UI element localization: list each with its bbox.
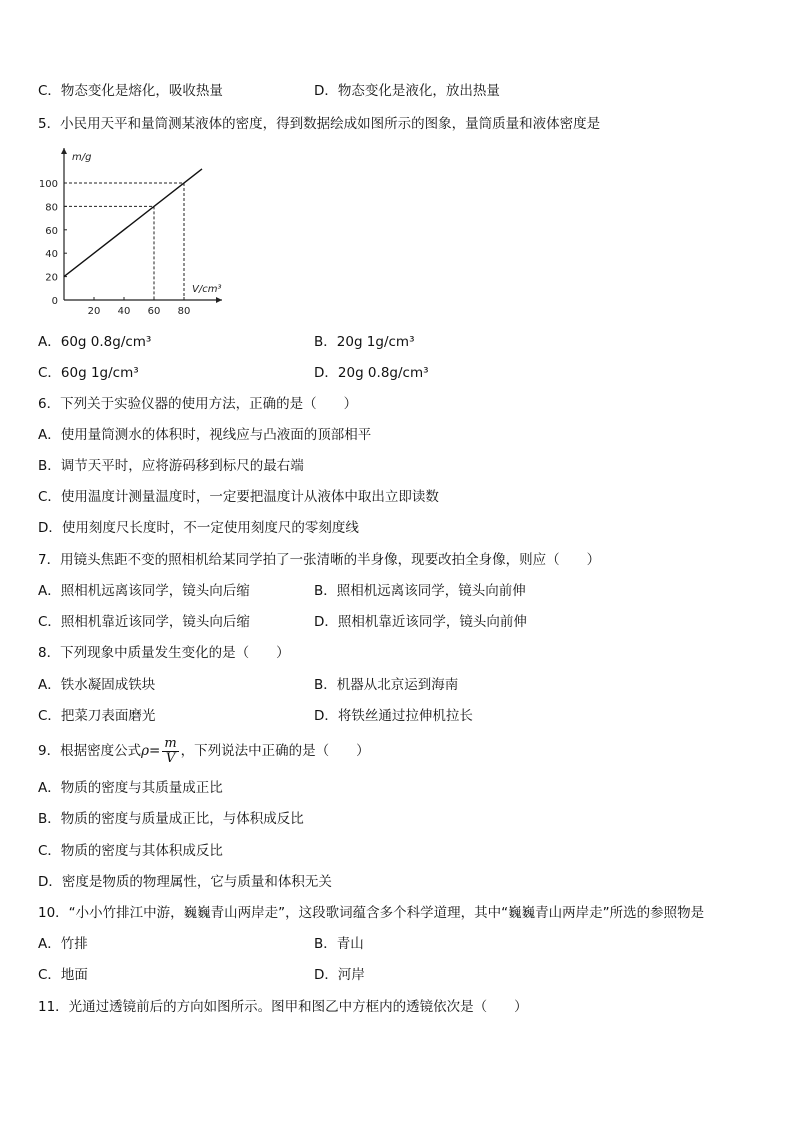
- q9-fraction-denominator: V: [165, 750, 176, 766]
- q8-option-a: A．铁水凝固成铁块: [38, 677, 156, 693]
- q7-option-c: C．照相机靠近该同学，镜头向后缩: [38, 614, 250, 630]
- q8-option-d: D．将铁丝通过拉伸机拉长: [314, 708, 473, 724]
- q6-option-a: A．使用量筒测水的体积时，视线应与凸液面的顶部相平: [38, 427, 372, 443]
- q11-stem: 11．光通过透镜前后的方向如图所示。图甲和图乙中方框内的透镜依次是（ ）: [38, 999, 528, 1015]
- q6-option-c: C．使用温度计测量温度时，一定要把温度计从液体中取出立即读数: [38, 489, 439, 505]
- q7-option-b: B．照相机远离该同学，镜头向前伸: [314, 583, 526, 599]
- y-tick-label: 40: [45, 249, 58, 261]
- q8-option-b: B．机器从北京运到海南: [314, 677, 459, 693]
- q10-option-b: B．青山: [314, 936, 364, 952]
- q10-option-d: D．河岸: [314, 967, 365, 983]
- q6-option-d: D．使用刻度尺长度时，不一定使用刻度尺的零刻度线: [38, 520, 359, 536]
- q9-option-d: D．密度是物质的物理属性，它与质量和体积无关: [38, 874, 332, 890]
- y-axis-label: m/g: [72, 152, 92, 163]
- y-tick-label: 100: [38, 179, 58, 190]
- x-axis-label: V/cm³: [192, 284, 222, 295]
- y-axis-arrow: [61, 148, 67, 154]
- q9-option-b: B．物质的密度与质量成正比，与体积成反比: [38, 811, 304, 827]
- x-tick-label: 40: [117, 306, 131, 317]
- q10-option-a: A．竹排: [38, 936, 88, 952]
- q7-stem: 7．用镜头焦距不变的照相机给某同学拍了一张清晰的半身像，现要改拍全身像，则应（ ）: [38, 552, 601, 568]
- q8-stem: 8．下列现象中质量发生变化的是（ ）: [38, 645, 290, 661]
- y-tick-label: 60: [45, 225, 58, 237]
- q5-option-c: C．60g 1g/cm³: [38, 365, 139, 381]
- q4-option-d: D．物态变化是液化，放出热量: [314, 83, 500, 99]
- x-tick-label: 60: [147, 306, 161, 317]
- q9-stem: [38, 735, 370, 767]
- q7-option-a: A．照相机远离该同学，镜头向后缩: [38, 583, 250, 599]
- q6-stem: 6．下列关于实验仪器的使用方法，正确的是（ ）: [38, 396, 358, 412]
- q5-option-d: D．20g 0.8g/cm³: [314, 365, 429, 381]
- q4-option-c: C．物态变化是熔化，吸收热量: [38, 83, 223, 99]
- q10-stem: 10．“小小竹排江中游，巍巍青山两岸走”，这段歌词蕴含多个科学道理，其中“巍巍青山两岸走”所选的参照物是: [38, 905, 705, 921]
- x-tick-label: 20: [87, 306, 101, 317]
- q5-option-b: B．20g 1g/cm³: [314, 334, 415, 350]
- q9-density-fraction: [162, 737, 178, 766]
- q9-stem-suffix: ，下列说法中正确的是（ ）: [180, 743, 370, 759]
- series-line: [64, 169, 202, 277]
- y-tick-label: 0: [51, 296, 58, 307]
- q9-option-a: A．物质的密度与其质量成正比: [38, 780, 223, 796]
- q7-option-d: D．照相机靠近该同学，镜头向前伸: [314, 614, 527, 630]
- q9-rho: ρ=: [141, 743, 161, 759]
- q5-stem: 5．小民用天平和量筒测某液体的密度，得到数据绘成如图所示的图象，量筒质量和液体密度是: [38, 116, 601, 132]
- x-tick-label: 80: [177, 306, 191, 317]
- q10-option-c: C．地面: [38, 967, 88, 983]
- q6-option-b: B．调节天平时，应将游码移到标尺的最右端: [38, 458, 304, 474]
- q9-option-c: C．物质的密度与其体积成反比: [38, 843, 223, 859]
- q8-option-c: C．把菜刀表面磨光: [38, 708, 156, 724]
- q9-fraction-numerator: m: [164, 735, 177, 751]
- y-tick-label: 20: [45, 272, 58, 284]
- q9-stem-prefix: 9．根据密度公式: [38, 743, 142, 759]
- x-axis-arrow: [216, 297, 222, 303]
- q5-chart: [38, 140, 228, 320]
- q5-option-a: A．60g 0.8g/cm³: [38, 334, 152, 350]
- y-tick-label: 80: [45, 202, 58, 214]
